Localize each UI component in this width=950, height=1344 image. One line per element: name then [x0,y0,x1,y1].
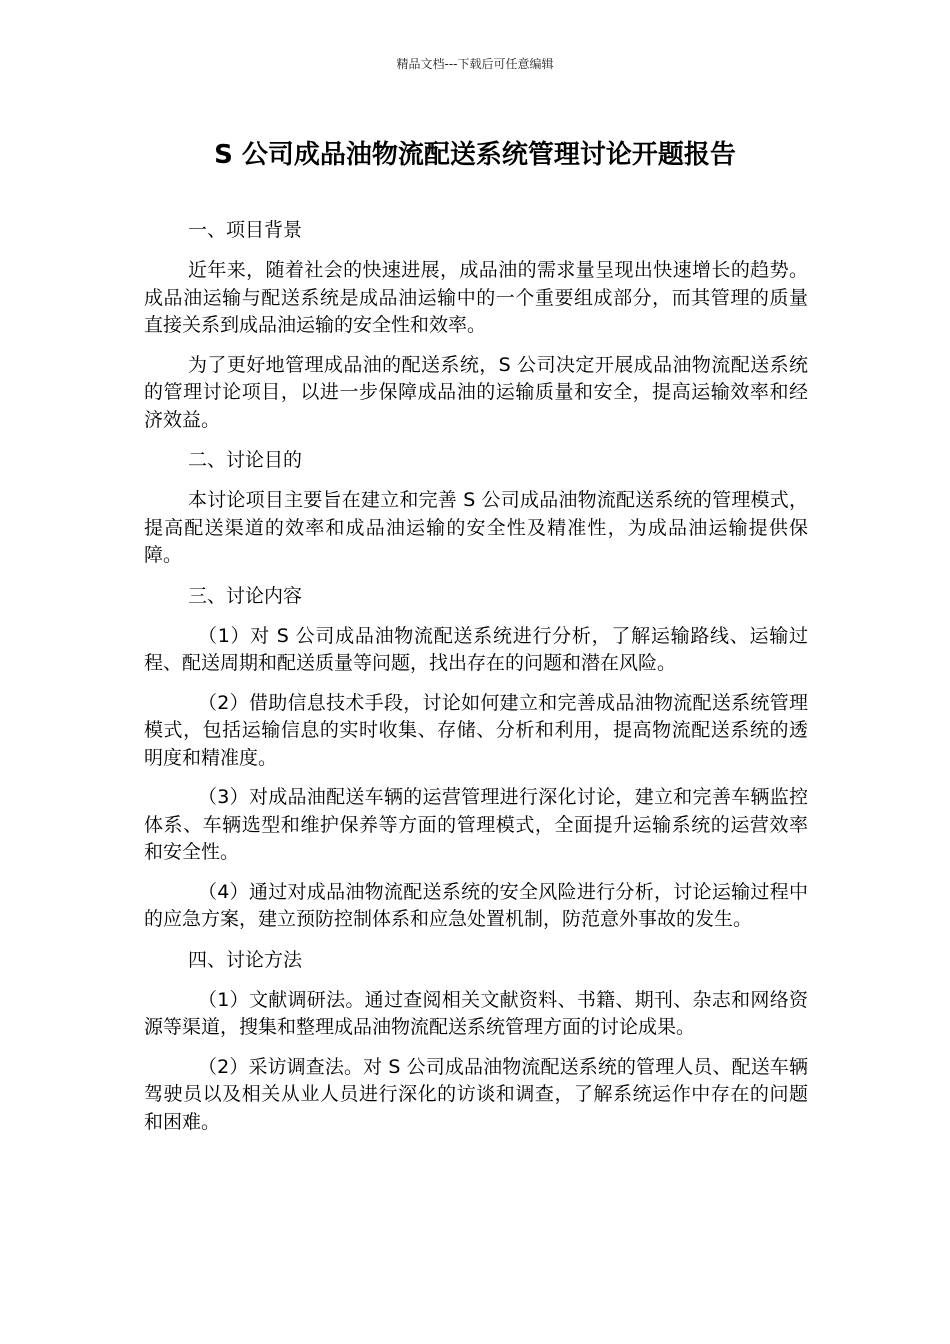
document-title: S 公司成品油物流配送系统管理讨论开题报告 [214,140,736,170]
content-item-1: （1）对 S 公司成品油物流配送系统进行分析，了解运输路线、运输过程、配送周期和配送质量等问题，找出存在的问题和潜在风险。 [144,624,808,674]
content-item-2: （2）借助信息技术手段，讨论如何建立和完善成品油物流配送系统管理模式，包括运输信息的实时收集、存储、分析和利用，提高物流配送系统的透明度和精准度。 [144,691,808,769]
header-note: 精品文档---下载后可任意编辑 [396,57,554,71]
paragraph-background-1: 近年来，随着社会的快速进展，成品油的需求量呈现出快速增长的趋势。成品油运输与配送系统是成品油运输中的一个重要组成部分，而其管理的质量直接关系到成品油运输的安全性和效率。 [144,259,808,336]
document-body [144,216,808,1148]
paragraph-background-2: 为了更好地管理成品油的配送系统，S 公司决定开展成品油物流配送系统的管理讨论项目，以进一步保障成品油的运输质量和安全，提高运输效率和经济效益。 [144,353,808,431]
section-heading-purpose: 二、讨论目的 [188,449,303,471]
method-item-1: （1）文献调研法。通过查阅相关文献资料、书籍、期刊、杂志和网络资源等渠道，搜集和整理成品油物流配送系统管理方面的讨论成果。 [144,988,808,1038]
section-heading-method: 四、讨论方法 [188,948,303,971]
content-item-4: （4）通过对成品油物流配送系统的安全风险进行分析，讨论运输过程中的应急方案，建立预防控制体系和应急处置机制，防范意外事故的发生。 [144,880,808,930]
paragraph-purpose: 本讨论项目主要旨在建立和完善 S 公司成品油物流配送系统的管理模式，提高配送渠道的效率和成品油运输的安全性及精准性，为成品油运输提供保障。 [144,489,808,566]
section-heading-background: 一、项目背景 [188,219,303,241]
content-item-3: （3）对成品油配送车辆的运营管理进行深化讨论，建立和完善车辆监控体系、车辆选型和维护保养等方面的管理模式，全面提升运输系统的运营效率和安全性。 [144,786,808,863]
section-heading-content: 三、讨论内容 [188,584,303,607]
method-item-2: （2）采访调查法。对 S 公司成品油物流配送系统的管理人员、配送车辆驾驶员以及相关从业人员进行深化的访谈和调查，了解系统运作中存在的问题和困难。 [144,1055,808,1133]
